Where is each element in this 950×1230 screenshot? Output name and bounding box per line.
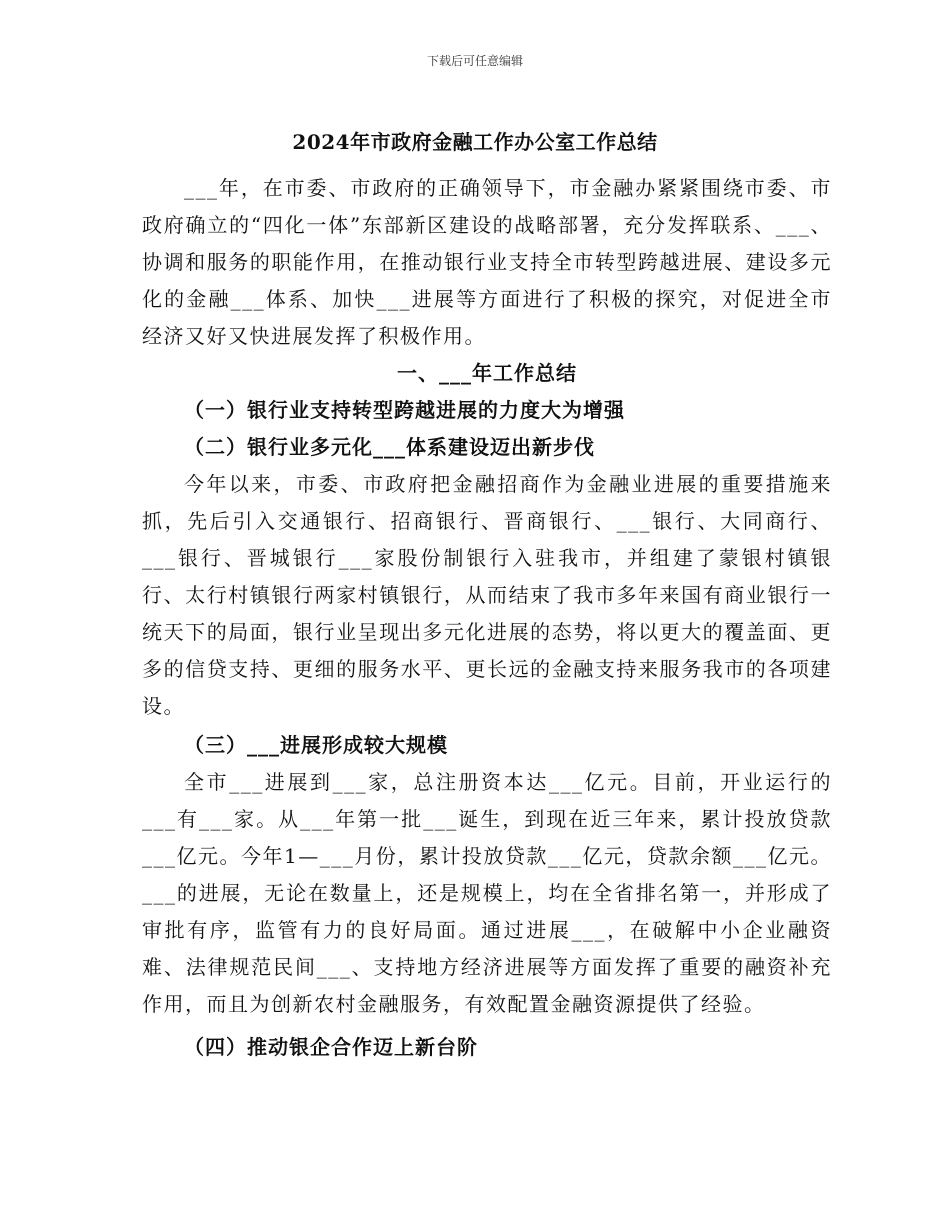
subsection-2-paragraph: 今年以来，市委、市政府把金融招商作为金融业进展的重要措施来抓，先后引入交通银行、招商银行、晋商银行、___银行、大同商行、___银行、晋城银行___家股份制银行入驻我市，并组建了蒙银村镇银行、太行村镇银行两家村镇银行，从而结束了我市多年来国有商业银行一统天下的局面，银行业呈现出多元化进展的态势，将以更大的覆盖面、更多的信贷支持、更细的服务水平、更长远的金融支持来服务我市的各项建设。 <box>142 472 832 718</box>
subsection-heading-2: （二）银行业多元化___体系建设迈出新步伐 <box>184 435 595 459</box>
intro-paragraph: ___年，在市委、市政府的正确领导下，市金融办紧紧围绕市委、市政府确立的“四化一体”东部新区建设的战略部署，充分发挥联系、___、协调和服务的职能作用，在推动银行业支持全市转型跨越进展、建设多元化的金融___体系、加快___进展等方面进行了积极的探究，对促进全市经济又好又快进展发挥了积极作用。 <box>142 176 832 348</box>
subsection-heading-4: （四）推动银企合作迈上新台阶 <box>184 1035 478 1059</box>
subsection-3-paragraph: 全市___进展到___家，总注册资本达___亿元。目前，开业运行的___有___家。从___年第一批___诞生，到现在近三年来，累计投放贷款___亿元。今年1—___月份，累计投放贷款___亿元，贷款余额___亿元。___的进展，无论在数量上，还是规模上，均在全省排名第一，并形成了审批有序，监管有力的良好局面。通过进展___，在破解中小企业融资难、法律规范民间___、支持地方经济进展等方面发挥了重要的融资补充作用，而且为创新农村金融服务，有效配置金融资源提供了经验。 <box>142 770 832 1016</box>
document-title: 2024年市政府金融工作办公室工作总结 <box>292 130 658 154</box>
subsection-heading-3: （三）___进展形成较大规模 <box>184 733 448 757</box>
section-heading: 一、___年工作总结 <box>397 361 577 385</box>
page-header-note: 下载后可任意编辑 <box>426 54 523 68</box>
subsection-heading-1: （一）银行业支持转型跨越进展的力度大为增强 <box>184 398 625 422</box>
document-body <box>142 170 832 1066</box>
